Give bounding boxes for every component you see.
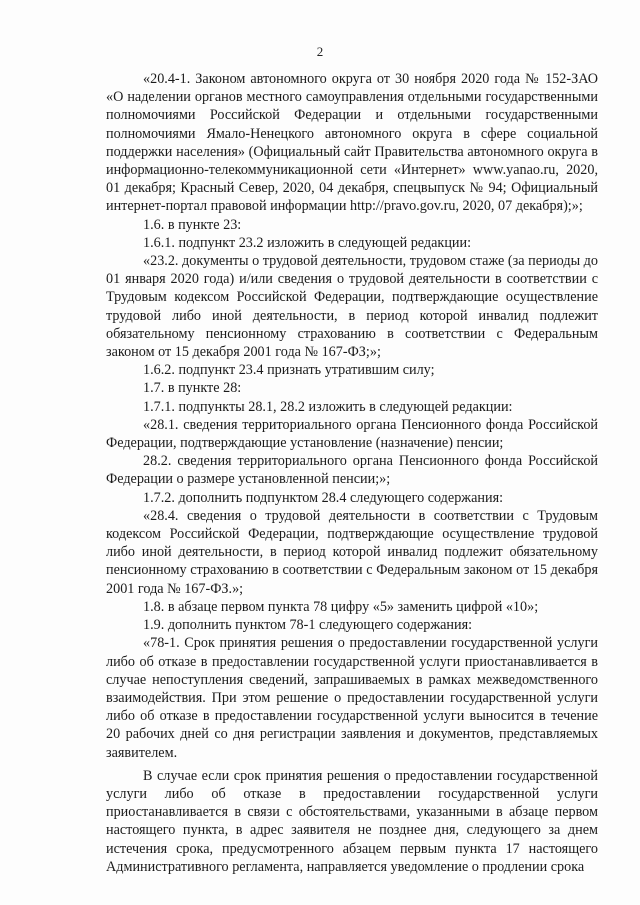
paragraph-1-6-2: 1.6.2. подпункт 23.4 признать утратившим силу;	[143, 362, 435, 379]
paragraph-78-1: «78-1. Срок принятия решения о предоставлении государственной услуги либо об отказе в предоставлении государственной услуги приостанавливается в случае непоступления сведений, запрашиваемых в рамках межведомственного взаимодействия. При этом решение о предоставлении государственной услуги либо об отказе в предоставлении государственной услуги выносится в течение 20 рабочих дней со дня регистрации заявления и документов, представляемых заявителем.	[106, 635, 598, 761]
paragraph-1-7-1: 1.7.1. подпункты 28.1, 28.2 изложить в следующей редакции:	[143, 398, 513, 415]
paragraph-1-9: 1.9. дополнить пунктом 78-1 следующего содержания:	[143, 617, 473, 634]
paragraph-1-7-2: 1.7.2. дополнить подпунктом 28.4 следующего содержания:	[143, 489, 504, 506]
paragraph-28-1: «28.1. сведения территориального органа Пенсионного фонда Российской Федерации, подтверждающие установление (назначение) пенсии;	[106, 416, 598, 452]
paragraph-1-6-1: 1.6.1. подпункт 23.2 изложить в следующей редакции:	[143, 234, 472, 251]
paragraph-1-7: 1.7. в пункте 28:	[143, 380, 242, 397]
paragraph-law-reference: «20.4-1. Законом автономного округа от 30 ноября 2020 года № 152-ЗАО «О наделении органов местного самоуправления отдельными государственными полномочиями Российской Федерации и отдельными государственными полномочиями Ямало-Ненецкого автономного округа в сфере социальной поддержки населения» (Официальный сайт Правительства автономного округа в информационно-телекоммуникационной сети «Интернет» www.yanao.ru, 2020, 01 декабря; Красный Север, 2020, 04 декабря, спецвыпуск № 94; Официальный интернет-портал правовой информации http://pravo.gov.ru, 2020, 07 декабря);»;	[106, 71, 598, 215]
paragraph-1-6: 1.6. в пункте 23:	[143, 216, 242, 233]
paragraph-1-8: 1.8. в абзаце первом пункта 78 цифру «5» заменить цифрой «10»;	[143, 598, 539, 615]
paragraph-78-1-second: В случае если срок принятия решения о предоставлении государственной услуги либо об отказе в предоставлении государственной услуги приостанавливается в связи с обстоятельствами, указанными в абзаце первом настоящего пункта, в адрес заявителя не позднее дня, следующего за днем истечения срока, предусмотренного абзацем первым пункта 17 настоящего Административного регламента, направляется уведомление о продлении срока	[106, 767, 598, 875]
paragraph-28-4: «28.4. сведения о трудовой деятельности в соответствии с Трудовым кодексом Российской Федерации, подтверждающие осуществление трудовой либо иной деятельности, в период которой инвалид подлежит обязательному пенсионному страхованию в соответствии с Федеральным законом от 15 декабря 2001 года № 167-ФЗ.»;	[106, 507, 598, 597]
paragraph-28-2: 28.2. сведения территориального органа Пенсионного фонда Российской Федерации о размере установленной пенсии;»;	[106, 453, 598, 488]
paragraph-23-2: «23.2. документы о трудовой деятельности, трудовом стаже (за периоды до 01 января 2020 года) и/или сведения о трудовой деятельности в соответствии с Трудовым кодексом Российской Федерации, подтверждающие осуществление трудовой либо иной деятельности, в период которой инвалид подлежит обязательному пенсионному страхованию в соответствии с Федеральным законом от 15 декабря 2001 года № 167-ФЗ;»;	[106, 253, 598, 361]
document-body	[106, 70, 598, 876]
page-number: 2	[316, 44, 324, 59]
